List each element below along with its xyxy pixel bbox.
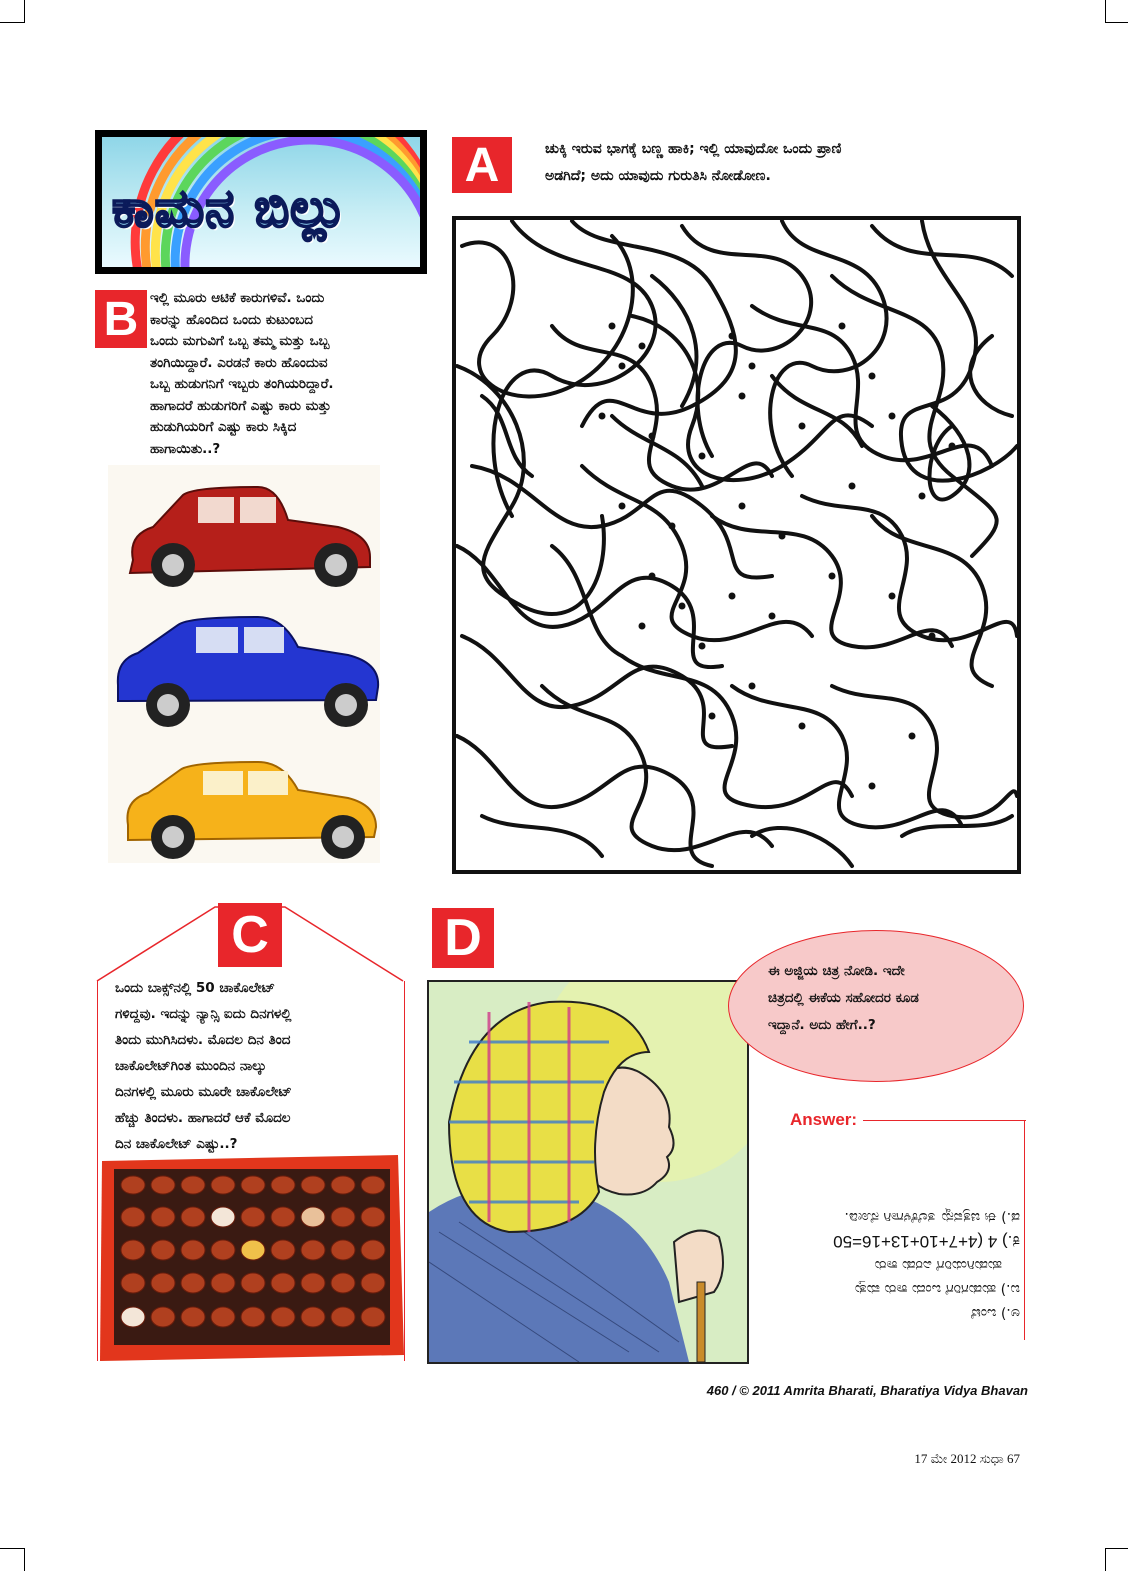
toy-cars-image (108, 465, 380, 863)
answer-line-1: ಅ.) ಒಂಟೆ (971, 1305, 1020, 1321)
badge-b: B (95, 290, 147, 348)
section-c-text: ಒಂದು ಬಾಕ್ಸ್‌ನಲ್ಲಿ 50 ಚಾಕೊಲೇಟ್ ಗಳಿದ್ದವು. ಇದನ್ನು ನ್ಯಾನ್ಸಿ ಐದು ದಿನಗಳಲ್ಲಿ ತಿಂದು ಮುಗಿಸಿದಳು. ಮೊದಲ ದಿನ ತಿಂದ ಚಾಕೊಲೇಟ್‌ಗಿಂತ ಮುಂದಿನ ನಾಲ್ಕು ದಿನಗಳಲ್ಲಿ ಮೂರು ಮೂರೇ ಚಾಕೊಲೇಟ್ ಹೆಚ್ಚು ತಿಂದಳು. ಹಾಗಾದರೆ ಆಕೆ ಮೊದಲ ದಿನ ಚಾಕೊಲೇಟ್ ಎಷ್ಟು..? (115, 980, 292, 1152)
page-folio: 17 ಮೇ 2012 ಸುಧಾ 67 (914, 1451, 1020, 1466)
answer-line-4: ಕ.) 4 (4+7+10+13+16=50 (833, 1232, 1020, 1251)
answer-list-upside-down (785, 1175, 1020, 1325)
rainbow-background (102, 137, 420, 267)
crop-mark-top-left (0, 0, 25, 23)
chocolate-box-image (98, 1155, 406, 1361)
answer-line-2: ಬ.) ಹುಡುಗರಿಗೆ ಒಂದು ಕಾರು ಮತ್ತು (853, 1281, 1020, 1297)
badge-d: D (432, 908, 494, 968)
answer-header (790, 1110, 1026, 1130)
red-car (130, 487, 370, 587)
crop-mark-top-right (1105, 0, 1128, 23)
section-a-text: ಚುಕ್ಕಿ ಇರುವ ಭಾಗಕ್ಕೆ ಬಣ್ಣ ಹಾಕಿ; ಇಲ್ಲಿ ಯಾವುದೋ ಒಂದು ಪ್ರಾಣಿ ಅಡಗಿದೆ; ಅದು ಯಾವುದು ಗುರುತಿಸಿ ನೋಡೋಣ. (545, 141, 842, 184)
title-banner (95, 130, 427, 274)
section-d-text: ಈ ಅಜ್ಜಿಯ ಚಿತ್ರ ನೋಡಿ. ಇದೇ ಚಿತ್ರದಲ್ಲಿ ಈಕೆಯ ಸಹೋದರ ಕೂಡ ಇದ್ದಾನೆ. ಅದು ಹೇಗೆ..? (768, 963, 919, 1033)
section-b-text: ಇಲ್ಲಿ ಮೂರು ಆಟಿಕೆ ಕಾರುಗಳಿವೆ. ಒಂದು ಕಾರನ್ನು ಹೊಂದಿದ ಒಂದು ಕುಟುಂಬದ ಒಂದು ಮಗುವಿಗೆ ಒಬ್ಬ ತಮ್ಮ ಮತ್ತು ಒಬ್ಬ ತಂಗಿಯಿದ್ದಾರೆ. ಎರಡನೆ ಕಾರು ಹೊಂದುವ ಒಬ್ಬ ಹುಡುಗನಿಗೆ ಇಬ್ಬರು ತಂಗಿಯರಿದ್ದಾರೆ. ಹಾಗಾದರೆ ಹುಡುಗರಿಗೆ ಎಷ್ಟು ಕಾರು ಮತ್ತು ಹುಡುಗಿಯರಿಗೆ ಎಷ್ಟು ಕಾರು ಸಿಕ್ಕಿದ ಹಾಗಾಯಿತು..? (150, 290, 334, 457)
answer-divider (1024, 1120, 1025, 1340)
answer-line-5: ಡ.) ಈ ಚಿತ್ರವನ್ನು ತಲೆಕೆಳಗಾಗಿ ನೋಡಿ. (844, 1209, 1020, 1225)
cars-illustration (108, 465, 380, 863)
badge-c: C (218, 903, 282, 967)
answer-label: Answer: (790, 1110, 858, 1129)
page-title: ಕಾಮನ ಬಿಲ್ಲು (112, 179, 348, 239)
grandmother-illustration (427, 980, 749, 1364)
crop-mark-bottom-left (0, 1548, 25, 1571)
answer-line-3: ಹುಡುಗಿಯರಿಗೆ ಎರಡು ಕಾರು (874, 1257, 1002, 1273)
yellow-car (127, 762, 376, 859)
crop-mark-bottom-right (1105, 1548, 1128, 1571)
maze-drawing (452, 216, 1027, 874)
copyright-line: 460 / © 2011 Amrita Bharati, Bharatiya Vidya Bhavan (706, 1383, 1028, 1398)
badge-a: A (452, 137, 512, 193)
blue-car (118, 617, 378, 727)
hidden-animal-puzzle (452, 216, 1027, 874)
